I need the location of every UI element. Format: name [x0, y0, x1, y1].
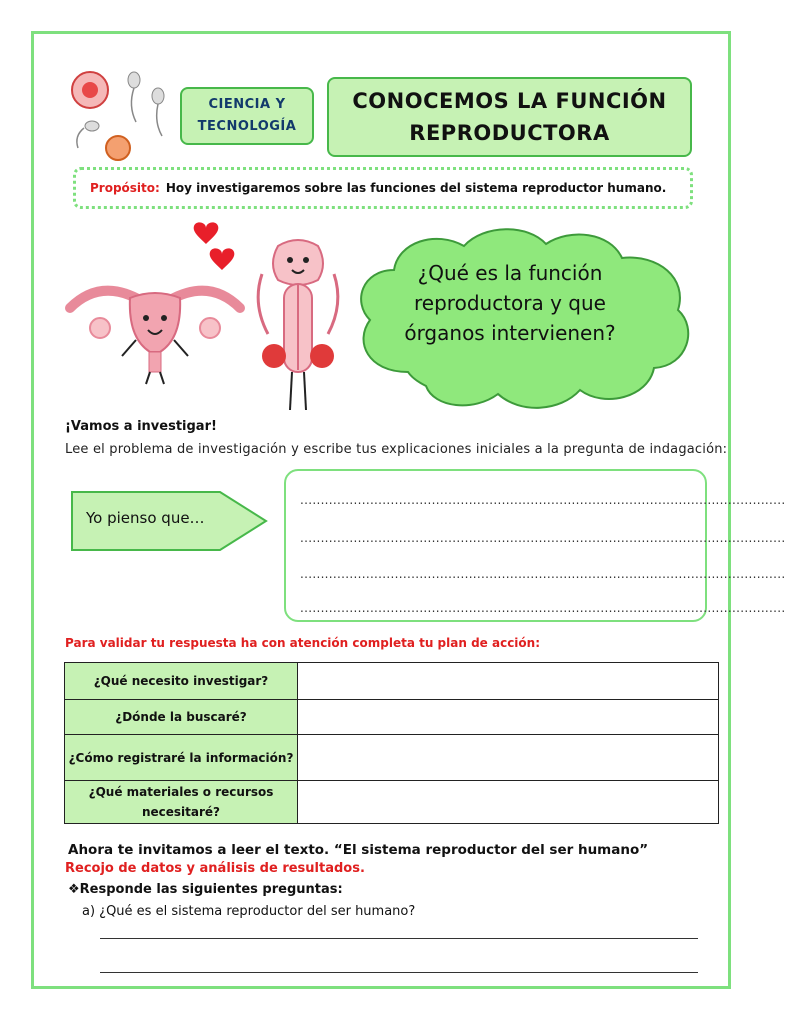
plan-question-1: ¿Qué necesito investigar?	[65, 663, 298, 700]
question-a: a) ¿Qué es el sistema reproductor del ser humano?	[82, 904, 416, 919]
male-organ-illustration	[248, 234, 348, 418]
reading-invite: Ahora te invitamos a leer el texto. “El sistema reproductor del ser humano”	[68, 842, 649, 858]
answer-line-a2[interactable]	[100, 972, 698, 973]
plan-question-4: ¿Qué materiales o recursos necesitaré?	[65, 781, 298, 824]
table-row	[65, 663, 719, 700]
answer-line-1: ......................................................................................................................	[300, 493, 786, 507]
answer-line-4: ......................................................................................................................	[300, 601, 786, 615]
cells-illustration	[62, 66, 180, 162]
hypothesis-answer-box[interactable]	[284, 469, 786, 622]
purpose-banner	[73, 167, 693, 209]
plan-question-3: ¿Cómo registraré la información?	[65, 735, 298, 781]
table-row	[65, 781, 719, 824]
plan-intro: Para validar tu respuesta ha con atención completa tu plan de acción:	[65, 636, 541, 650]
investigate-instruction: Lee el problema de investigación y escribe tus explicaciones iniciales a la pregunta de indagación:	[65, 442, 728, 457]
plan-question-2: ¿Dónde la buscaré?	[65, 700, 298, 735]
purpose-label: Propósito:	[90, 181, 160, 195]
answer-line-3: ......................................................................................................................	[300, 567, 786, 581]
page-title: CONOCEMOS LA FUNCIÓN REPRODUCTORA	[327, 77, 692, 157]
plan-answer-4[interactable]	[298, 781, 719, 824]
investigate-heading: ¡Vamos a investigar!	[65, 419, 217, 434]
question-cloud: ¿Qué es la función reproductora y que órganos intervienen?	[404, 261, 616, 345]
plan-answer-1[interactable]	[298, 663, 719, 700]
table-row	[65, 700, 719, 735]
data-section-heading: Recojo de datos y análisis de resultados.	[65, 861, 365, 876]
table-row	[65, 735, 719, 781]
plan-answer-3[interactable]	[298, 735, 719, 781]
answer-line-a1[interactable]	[100, 938, 698, 939]
questions-bullet: ❖Responde las siguientes preguntas:	[68, 882, 343, 897]
purpose-text: Hoy investigaremos sobre las funciones del sistema reproductor humano.	[165, 181, 667, 195]
arrow-label: Yo pienso que…	[86, 509, 205, 527]
female-organ-illustration	[60, 268, 250, 386]
answer-line-2: ......................................................................................................................	[300, 531, 786, 545]
subject-badge: CIENCIA Y TECNOLOGÍA	[180, 87, 314, 145]
plan-answer-2[interactable]	[298, 700, 719, 735]
action-plan-table	[64, 662, 719, 824]
